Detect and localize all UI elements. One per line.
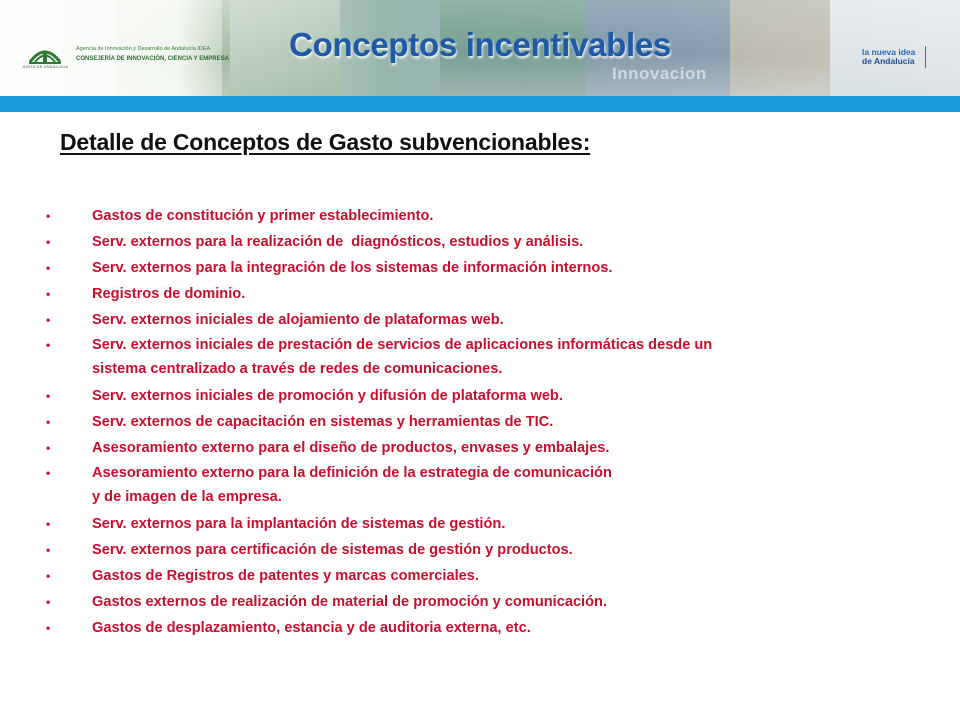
bullet-icon: •	[46, 389, 51, 403]
list-item-text: Serv. externos para la implantación de sistemas de gestión.	[92, 516, 506, 532]
list-item	[46, 333, 926, 383]
list-item-text: Serv. externos de capacitación en sistemas y herramientas de TIC.	[92, 414, 554, 430]
list-item	[46, 589, 926, 615]
list-item	[46, 281, 926, 307]
bullet-icon: •	[46, 569, 51, 583]
list-item	[46, 383, 926, 409]
bullet-icon: •	[46, 313, 51, 327]
tagline-divider	[925, 46, 926, 68]
list-item-text: Gastos de constitución y primer establecimiento.	[92, 208, 434, 224]
list-item-text: Serv. externos para la integración de los sistemas de información internos.	[92, 260, 613, 276]
list-item	[46, 435, 926, 461]
bullet-icon: •	[46, 338, 51, 352]
ministry-name: CONSEJERÍA DE INNOVACIÓN, CIENCIA Y EMPRESA	[76, 56, 229, 62]
list-item	[46, 537, 926, 563]
bullet-icon: •	[46, 621, 51, 635]
header-banner	[0, 0, 960, 96]
list-item-text: Serv. externos iniciales de alojamiento de plataformas web.	[92, 312, 504, 328]
banner-watermark-word: Innovacion	[612, 64, 707, 83]
bullet-icon: •	[46, 543, 51, 557]
list-item	[46, 461, 926, 511]
list-item-text: Gastos de desplazamiento, estancia y de auditoria externa, etc.	[92, 620, 531, 636]
bullet-icon: •	[46, 261, 51, 275]
list-item-text: Serv. externos iniciales de prestación de servicios de aplicaciones informáticas desde un	[92, 337, 713, 353]
slide-title: Conceptos incentivables	[289, 26, 671, 63]
list-item-text: Serv. externos iniciales de promoción y difusión de plataforma web.	[92, 388, 563, 404]
bullet-icon: •	[46, 441, 51, 455]
emblem-caption: JUNTA DE ANDALUCIA	[22, 64, 69, 69]
list-item	[46, 203, 926, 229]
list-item	[46, 563, 926, 589]
list-item-text: Gastos de Registros de patentes y marcas comerciales.	[92, 568, 479, 584]
list-item	[46, 409, 926, 435]
list-item	[46, 255, 926, 281]
list-item-text: Asesoramiento externo para el diseño de productos, envases y embalajes.	[92, 440, 610, 456]
list-item	[46, 511, 926, 537]
bullet-icon: •	[46, 517, 51, 531]
bullet-icon: •	[46, 209, 51, 223]
bullet-icon: •	[46, 235, 51, 249]
tagline-line1: la nueva idea	[862, 47, 916, 57]
list-item-text: sistema centralizado a través de redes de comunicaciones.	[92, 361, 503, 377]
concepts-list	[46, 203, 926, 641]
list-item-text: Asesoramiento externo para la definición de la estrategia de comunicación	[92, 465, 612, 481]
list-item-text: Gastos externos de realización de material de promoción y comunicación.	[92, 594, 607, 610]
list-item	[46, 615, 926, 641]
bullet-icon: •	[46, 466, 51, 480]
list-item	[46, 229, 926, 255]
tagline-line2: de Andalucía	[862, 56, 915, 66]
bullet-icon: •	[46, 415, 51, 429]
header-stripe	[0, 96, 960, 112]
brand-tagline	[862, 48, 915, 66]
list-item-text: Serv. externos para la realización de diagnósticos, estudios y análisis.	[92, 234, 584, 250]
list-item-text: Serv. externos para certificación de sistemas de gestión y productos.	[92, 542, 573, 558]
agency-name: Agencia de Innovación y Desarrollo de Andalucía IDEA	[76, 46, 211, 52]
list-item-text: Registros de dominio.	[92, 286, 246, 302]
list-item-text: y de imagen de la empresa.	[92, 489, 282, 505]
bullet-icon: •	[46, 287, 51, 301]
section-heading: Detalle de Conceptos de Gasto subvencionables:	[60, 129, 591, 155]
list-item	[46, 307, 926, 333]
bullet-icon: •	[46, 595, 51, 609]
